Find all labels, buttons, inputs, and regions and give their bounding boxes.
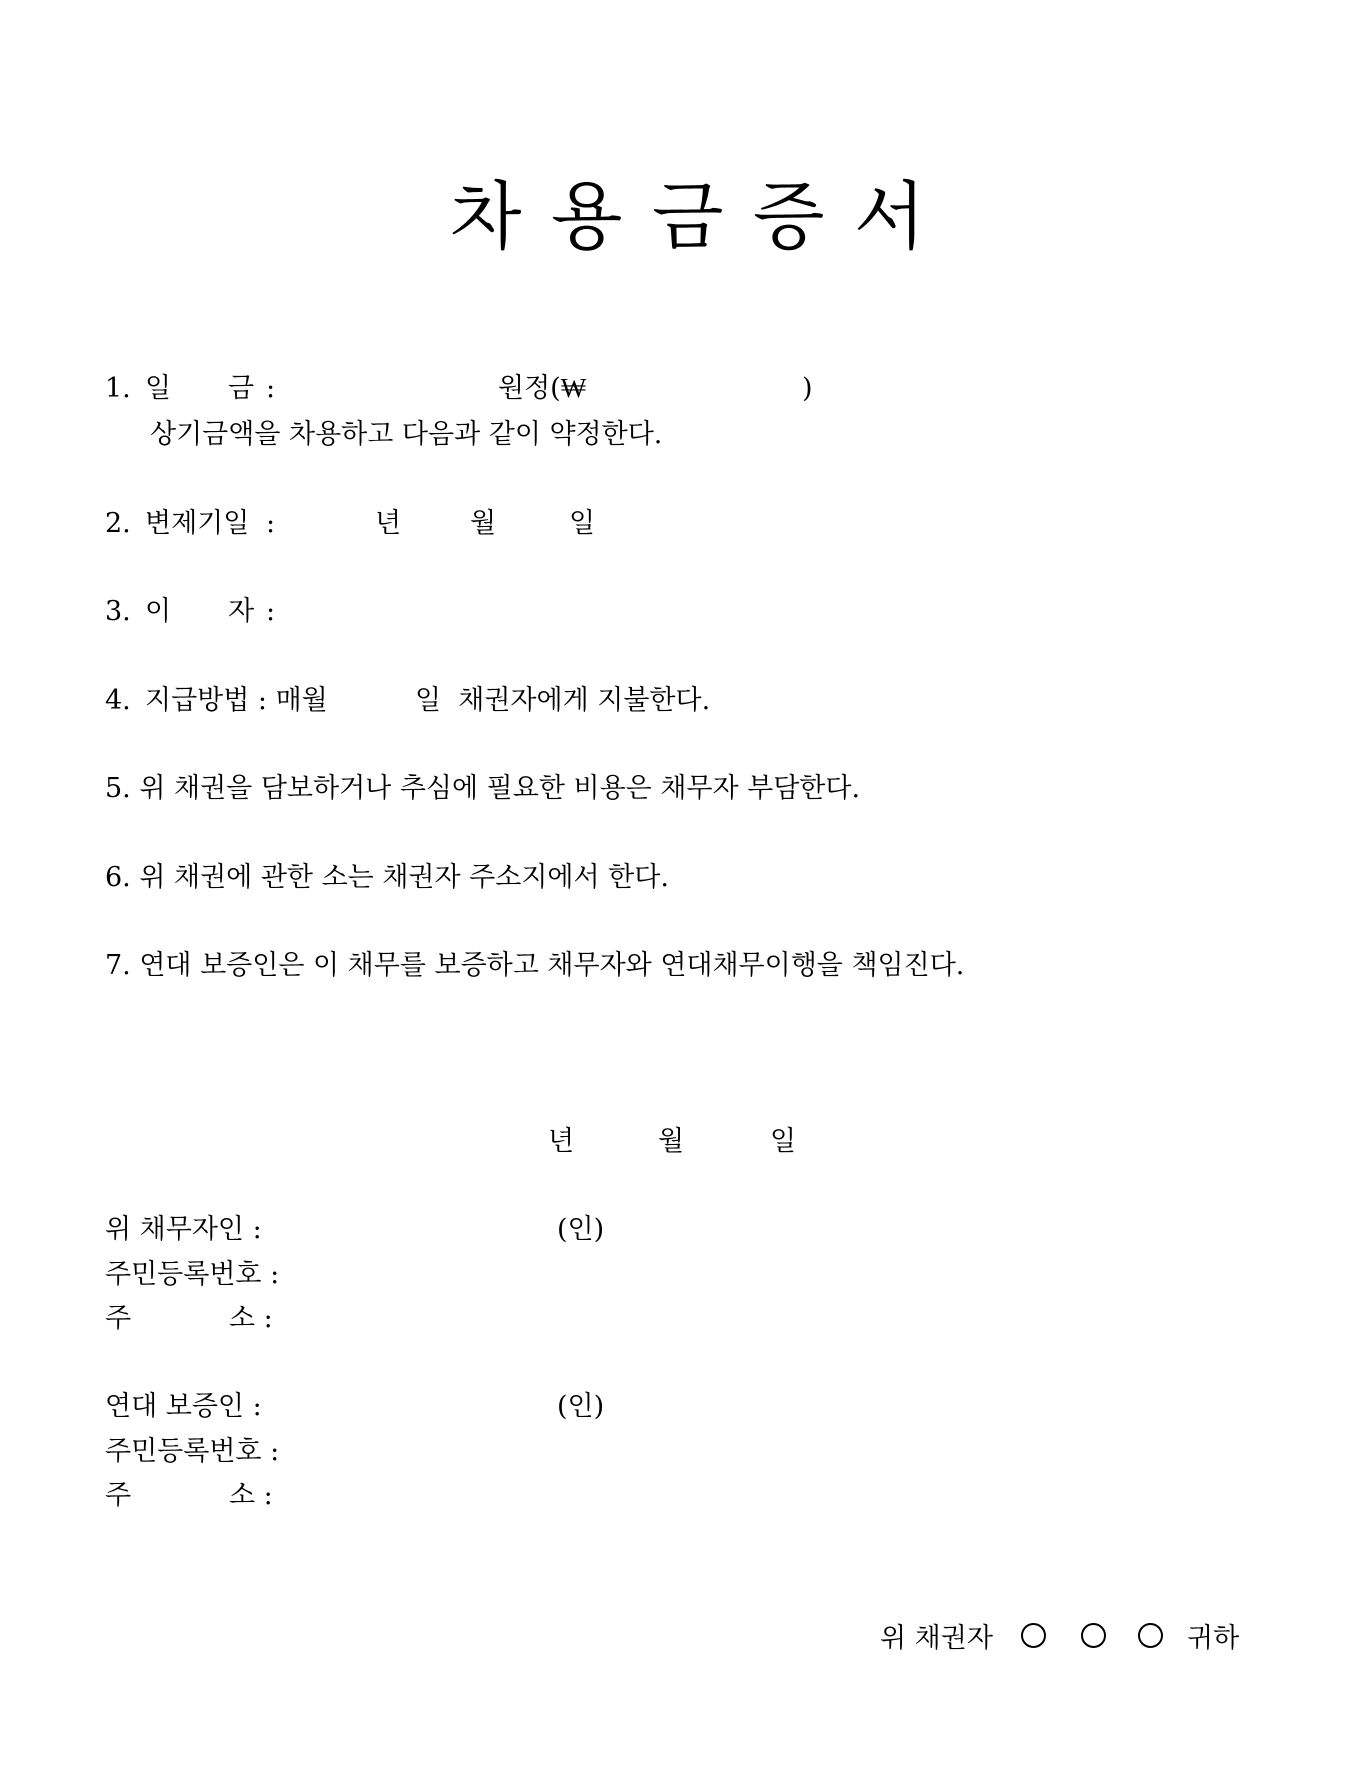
guarantor-id-label: 주민등록번호 : — [105, 1436, 280, 1467]
addressee-prefix: 위 채권자 — [880, 1623, 993, 1654]
debtor-seal: (인) — [557, 1214, 605, 1245]
clause-7: 7. 연대 보증인은 이 채무를 보증하고 채무자와 연대채무이행을 책임진다. — [105, 950, 965, 981]
amount-close-paren: ) — [802, 373, 813, 404]
clause-6: 6. 위 채권에 관한 소는 채권자 주소지에서 한다. — [105, 862, 669, 893]
clause-1-label-b: 금 — [228, 373, 255, 404]
contract-date-day: 일 — [770, 1126, 797, 1157]
guarantor-name-label: 연대 보증인 : — [105, 1391, 262, 1422]
clause-1-label-a: 일 — [145, 373, 172, 404]
clause-1-number: 1. — [105, 373, 131, 404]
title-char-1: 차 — [450, 174, 522, 260]
name-placeholder-circle-icon — [1081, 1623, 1106, 1648]
guarantor-address-label-b: 소 : — [229, 1480, 273, 1511]
clause-3-number: 3. — [105, 596, 131, 627]
clause-4-text-a: 지급방법 : 매월 — [145, 685, 328, 716]
repay-year: 년 — [375, 508, 402, 539]
title-char-5: 서 — [854, 174, 926, 260]
clause-2-number: 2. — [105, 508, 131, 539]
amount-unit: 원정(₩ — [498, 373, 587, 404]
debtor-id-label: 주민등록번호 : — [105, 1259, 280, 1290]
clause-1-continuation: 상기금액을 차용하고 다음과 같이 약정한다. — [150, 419, 663, 450]
clause-3-label-b: 자 — [228, 596, 255, 627]
clause-2-colon: : — [266, 508, 276, 539]
name-placeholder-circle-icon — [1138, 1623, 1163, 1648]
addressee-suffix: 귀하 — [1187, 1623, 1240, 1654]
title-char-3: 금 — [652, 174, 724, 260]
debtor-address-label-a: 주 — [105, 1303, 132, 1334]
clause-2-label: 변제기일 — [145, 508, 250, 539]
title-char-2: 용 — [551, 174, 623, 260]
clause-3-label-a: 이 — [145, 596, 172, 627]
clause-4-number: 4. — [105, 685, 131, 716]
debtor-name-label: 위 채무자인 : — [105, 1214, 262, 1245]
clause-5: 5. 위 채권을 담보하거나 추심에 필요한 비용은 채무자 부담한다. — [105, 773, 861, 804]
name-placeholder-circle-icon — [1021, 1623, 1046, 1648]
clause-1-colon: : — [266, 373, 276, 404]
guarantor-address-label-a: 주 — [105, 1480, 132, 1511]
guarantor-seal: (인) — [557, 1391, 605, 1422]
contract-date-year: 년 — [548, 1126, 575, 1157]
contract-date-month: 월 — [658, 1126, 685, 1157]
repay-day: 일 — [569, 508, 596, 539]
repay-month: 월 — [470, 508, 497, 539]
title-char-4: 증 — [753, 174, 825, 260]
clause-4-text-b: 일 채권자에게 지불한다. — [415, 685, 711, 716]
clause-3-colon: : — [266, 596, 276, 627]
debtor-address-label-b: 소 : — [229, 1303, 273, 1334]
